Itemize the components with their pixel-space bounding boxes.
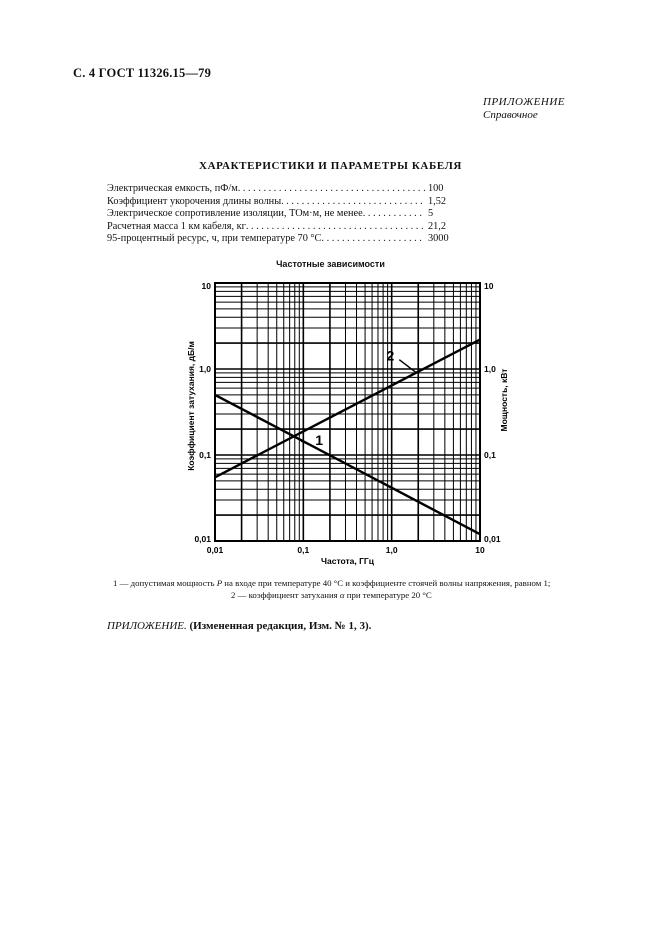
x-tick-label: 0,01	[206, 545, 224, 555]
parameter-value: 3000	[428, 233, 449, 245]
y-left-tick-label: 1,0	[199, 364, 211, 374]
series-2-label: 2	[386, 347, 395, 364]
caption-text: 2 — коэффициент затухания	[231, 590, 340, 600]
parameter-value: 21,2	[428, 220, 447, 232]
appendix-label: ПРИЛОЖЕНИЕ	[483, 96, 565, 108]
chart-grid	[215, 283, 480, 541]
chart-title: Частотные зависимости	[276, 259, 385, 269]
caption-line-2	[113, 589, 633, 601]
footer-bold: (Измененная редакция, Изм. № 1, 3).	[186, 620, 372, 632]
parameter-value: 5	[428, 208, 434, 220]
x-tick-label: 1,0	[385, 545, 398, 555]
x-tick-label: 10	[475, 545, 485, 555]
caption-symbol: α	[339, 590, 345, 600]
y-right-axis-title: Мощность, кВт	[499, 368, 509, 432]
caption-text: на входе при температуре 40 °С и коэффициенте стоячей волны напряжения, равном 1;	[222, 578, 551, 588]
appendix-type: Справочное	[483, 109, 538, 121]
y-left-axis-title: Коэффициент затухания, дБ/м	[186, 341, 196, 471]
plot-frame	[215, 283, 480, 541]
parameter-value: 1,52	[428, 195, 447, 207]
series-1-label: 1	[315, 432, 324, 449]
footer-note	[107, 620, 371, 632]
parameter-label: Электрическое сопротивление изоляции, ТОм·м, не менее	[107, 208, 363, 220]
parameter-value: 100	[428, 183, 444, 194]
series-2-leader	[399, 360, 416, 373]
series-line-1	[215, 395, 480, 534]
y-left-tick-label: 0,1	[199, 450, 211, 460]
parameter-label: Электрическая емкость, пФ/м	[107, 183, 238, 194]
section-title: ХАРАКТЕРИСТИКИ И ПАРАМЕТРЫ КАБЕЛЯ	[199, 160, 462, 172]
caption-text: 1 — допустимая мощность	[113, 578, 217, 588]
parameter-label: Коэффициент укорочения длины волны	[107, 195, 282, 207]
x-axis-title: Частота, ГГц	[321, 556, 374, 566]
x-tick-label: 0,1	[297, 545, 310, 555]
page-header: С. 4 ГОСТ 11326.15—79	[73, 66, 212, 80]
y-right-tick-label: 0,1	[484, 450, 496, 460]
series-line-2	[215, 340, 480, 478]
y-left-tick-label: 0,01	[194, 534, 211, 544]
parameter-label: Расчетная масса 1 км кабеля, кг	[107, 220, 246, 232]
y-right-tick-label: 10	[484, 281, 494, 291]
caption-symbol: P	[216, 578, 223, 588]
y-left-tick-label: 10	[201, 281, 211, 291]
y-right-tick-label: 0,01	[484, 534, 501, 544]
figure-caption	[113, 577, 633, 601]
caption-line-1	[113, 577, 633, 589]
y-right-tick-label: 1,0	[484, 364, 496, 374]
parameter-label: 95-процентный ресурс, ч, при температуре 70 °С	[107, 233, 322, 245]
footer-italic: ПРИЛОЖЕНИЕ.	[107, 620, 187, 632]
caption-text: при температуре 20 °С	[344, 590, 432, 600]
